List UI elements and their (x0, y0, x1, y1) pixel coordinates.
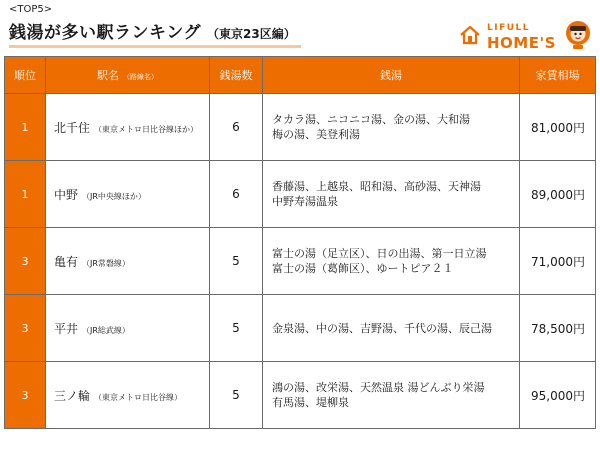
bath-list-line: 富士の湯（葛飾区）、ゆートピア２１ (272, 262, 454, 275)
station-header-label: 駅名 (97, 69, 119, 82)
bath-list-line: 中野寿湯温泉 (272, 195, 338, 208)
bath-count-cell: 6 (210, 161, 263, 228)
station-line: （JR常磐線） (82, 258, 130, 268)
bath-count-cell: 5 (210, 362, 263, 429)
bath-list-line: タカラ湯、ニコニコ湯、金の湯、大和湯 (272, 113, 470, 126)
station-header-note: （路線名） (123, 73, 158, 81)
table-row (5, 295, 596, 362)
mascot-icon (565, 20, 591, 50)
station-name: 中野 (54, 187, 79, 202)
title-main: 銭湯が多い駅ランキング (9, 23, 201, 43)
bath-count-cell: 6 (210, 94, 263, 161)
station-cell (46, 94, 210, 161)
rank-cell: 1 (5, 94, 46, 161)
ranking-table (4, 56, 596, 429)
station-line: （東京メトロ日比谷線） (94, 392, 183, 402)
station-name: 北千住 (54, 120, 91, 135)
logo-homes-text: HOME'S (487, 34, 556, 52)
station-name: 亀有 (54, 254, 79, 269)
station-name: 三ノ輪 (54, 388, 91, 403)
rent-cell: 95,000円 (520, 362, 596, 429)
bath-list-cell (263, 228, 520, 295)
title-subtitle: （東京23区編） (207, 27, 296, 41)
column-header-station (46, 57, 210, 94)
table-row (5, 228, 596, 295)
table-row (5, 94, 596, 161)
house-icon (459, 24, 481, 46)
bath-list-line: 梅の湯、美登利湯 (272, 128, 360, 141)
rent-cell: 71,000円 (520, 228, 596, 295)
rank-cell: 3 (5, 362, 46, 429)
bath-count-cell: 5 (210, 228, 263, 295)
station-name: 平井 (54, 321, 79, 336)
rank-cell: 3 (5, 295, 46, 362)
bath-list-line: 香藤湯、上越泉、昭和湯、高砂湯、天神湯 (272, 180, 481, 193)
rank-cell: 1 (5, 161, 46, 228)
lifull-homes-logo (459, 20, 591, 54)
station-line: （JR中央線ほか） (82, 191, 146, 201)
table-row (5, 362, 596, 429)
station-line: （東京メトロ日比谷線ほか） (94, 124, 199, 134)
station-cell (46, 161, 210, 228)
column-header-rent: 家賃相場 (520, 57, 596, 94)
bath-list-cell (263, 94, 520, 161)
title-underline (9, 45, 301, 48)
column-header-rank: 順位 (5, 57, 46, 94)
station-cell (46, 228, 210, 295)
column-header-count: 銭湯数 (210, 57, 263, 94)
logo-lifull-text: LIFULL (487, 23, 531, 33)
rent-cell: 89,000円 (520, 161, 596, 228)
bath-list-line: 有馬湯、堤柳泉 (272, 396, 349, 409)
bath-list-line: 金泉湯、中の湯、吉野湯、千代の湯、辰己湯 (272, 321, 492, 335)
top5-label: <TOP5> (9, 4, 53, 15)
bath-count-cell: 5 (210, 295, 263, 362)
page-title (9, 18, 296, 44)
bath-list-cell (263, 362, 520, 429)
rent-cell: 78,500円 (520, 295, 596, 362)
rent-cell: 81,000円 (520, 94, 596, 161)
bath-list-line: 富士の湯（足立区）、日の出湯、第一日立湯 (272, 247, 487, 260)
bath-list-cell (263, 161, 520, 228)
bath-list-line: 鴻の湯、改栄湯、天然温泉 湯どんぶり栄湯 (272, 381, 485, 394)
table-header-row (5, 57, 596, 94)
station-line: （JR総武線） (82, 325, 130, 335)
station-cell (46, 362, 210, 429)
station-cell (46, 295, 210, 362)
column-header-baths: 銭湯 (263, 57, 520, 94)
table-row (5, 161, 596, 228)
bath-list-cell (263, 295, 520, 362)
rank-cell: 3 (5, 228, 46, 295)
